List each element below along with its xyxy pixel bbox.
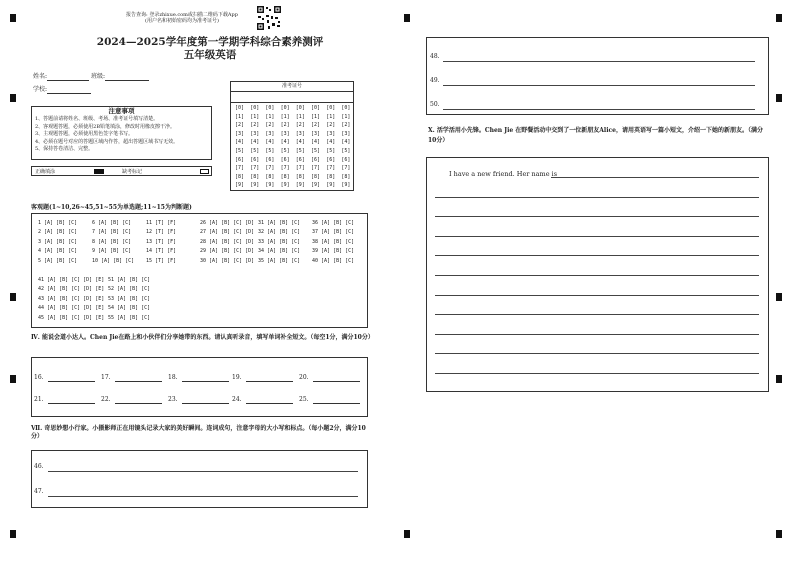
objective-block (38, 276, 104, 323)
exam-id-bubble[interactable]: [2] (326, 122, 336, 129)
composition-line[interactable] (435, 236, 759, 237)
exam-id-column (326, 104, 335, 190)
objective-question[interactable]: 5 [A] [B] [C] (38, 257, 78, 264)
composition-line[interactable] (435, 373, 759, 374)
objective-question[interactable]: 9 [A] [B] [C] (92, 248, 132, 255)
exam-id-write-row[interactable] (231, 92, 353, 103)
exam-id-bubble[interactable]: [7] (295, 165, 305, 172)
objective-question[interactable]: 1 [A] [B] [C] (38, 220, 78, 226)
blank-number: 25. (299, 396, 309, 403)
notice-item: 2、客观题答题，必须使用2B铅笔填涂，修改时用橡皮擦干净。 (35, 123, 176, 130)
section-10-box (426, 157, 769, 392)
exam-id-bubble[interactable]: [3] (295, 130, 305, 137)
composition-line[interactable] (435, 275, 759, 276)
exam-id-bubble[interactable]: [5] (235, 147, 245, 154)
objective-question[interactable]: 51 [A] [B] [C] (108, 277, 151, 283)
objective-question[interactable]: 34 [A] [B] [C] (258, 248, 301, 255)
objective-question[interactable]: 39 [A] [B] [C] (312, 248, 355, 255)
exam-id-column (250, 104, 259, 190)
exam-id-bubble[interactable]: [6] (235, 156, 245, 163)
objective-question[interactable]: 11 [T] [F] (146, 220, 177, 226)
exam-id-bubble[interactable]: [8] (250, 173, 260, 180)
exam-id-bubble[interactable]: [1] (295, 113, 305, 120)
position-mark (776, 375, 782, 383)
blank-answer-line[interactable] (182, 396, 229, 404)
objective-question[interactable]: 54 [A] [B] [C] (108, 305, 151, 312)
objective-question[interactable]: 45 [A] [B] [C] [D] [E] (38, 314, 105, 321)
position-mark (776, 94, 782, 102)
school-field[interactable] (47, 93, 91, 94)
blank-number: 21. (34, 396, 44, 403)
fill-sample-box (31, 166, 212, 176)
notice-list (32, 116, 211, 154)
exam-id-bubble[interactable]: [3] (235, 130, 245, 137)
exam-id-bubble[interactable]: [2] (280, 122, 290, 129)
objective-question[interactable]: 3 [A] [B] [C] (38, 238, 78, 245)
objective-question[interactable]: 2 [A] [B] [C] (38, 229, 78, 236)
exam-id-bubble[interactable]: [7] (265, 165, 275, 172)
blank-item (168, 374, 229, 382)
exam-id-bubble[interactable]: [9] (235, 182, 245, 189)
class-label: 班级: (90, 73, 105, 80)
blank-number: 23. (168, 396, 178, 403)
absent-mark-label: 缺考标记 (122, 169, 143, 175)
exam-id-bubble[interactable]: [7] (235, 165, 245, 172)
blank-item (34, 396, 95, 404)
filled-sample-icon (94, 169, 104, 174)
exam-subtitle: 五年级英语 (183, 49, 237, 61)
composition-line[interactable] (551, 177, 759, 178)
exam-id-bubble[interactable]: [0] (250, 105, 260, 111)
objective-question[interactable]: 13 [T] [F] (146, 238, 177, 245)
item-48-number: 48. (430, 53, 440, 60)
objective-block (108, 276, 150, 323)
exam-id-bubble[interactable]: [5] (295, 147, 305, 154)
objective-question[interactable]: 44 [A] [B] [C] [D] [E] (38, 305, 105, 312)
exam-id-bubble[interactable]: [6] (250, 156, 260, 163)
position-mark (10, 293, 16, 301)
section-4-title: Ⅳ. 能说会道小达人。Chen Jie在路上和小伙伴们分享她带的东西。请认真听录音，填写单词补全短文。（每空1分，满分10分） (31, 334, 374, 341)
exam-id-bubble[interactable]: [6] (265, 156, 275, 163)
exam-id-bubble[interactable]: [9] (326, 182, 336, 189)
exam-id-bubble[interactable]: [9] (295, 182, 305, 189)
item-49-answer-line[interactable] (443, 85, 755, 86)
objective-question[interactable]: 33 [A] [B] [C] (258, 238, 301, 245)
objective-question[interactable]: 36 [A] [B] [C] (312, 220, 355, 226)
item-46-answer-line[interactable] (48, 471, 358, 472)
exam-id-column (341, 104, 350, 190)
exam-id-bubble[interactable]: [2] (235, 122, 245, 129)
item-50-answer-line[interactable] (443, 109, 755, 110)
objective-question[interactable]: 4 [A] [B] [C] (38, 248, 78, 255)
name-label: 姓名: (33, 73, 48, 80)
objective-question[interactable]: 53 [A] [B] [C] (108, 295, 151, 302)
objective-block (38, 219, 77, 266)
exam-id-bubble[interactable]: [4] (311, 139, 321, 146)
blank-item (232, 374, 293, 382)
blank-number: 18. (168, 374, 178, 381)
composition-line[interactable] (435, 295, 759, 296)
objective-question[interactable]: 7 [A] [B] [C] (92, 229, 132, 236)
exam-id-column (311, 104, 320, 190)
exam-id-bubble[interactable]: [0] (341, 105, 351, 111)
blank-item (101, 396, 162, 404)
exam-id-bubbles (231, 103, 353, 191)
notice-title: 注意事项 (108, 107, 135, 115)
exam-id-bubble[interactable]: [6] (326, 156, 336, 163)
exam-id-bubble[interactable]: [5] (280, 147, 290, 154)
objective-question[interactable]: 6 [A] [B] [C] (92, 220, 132, 226)
objective-question[interactable]: 10 [A] [B] [C] (92, 257, 135, 264)
item-49-number: 49. (430, 77, 440, 84)
section-4-blanks (32, 358, 369, 418)
blank-number: 17. (101, 374, 111, 381)
objective-question[interactable]: 38 [A] [B] [C] (312, 238, 355, 245)
right-top-box (426, 37, 769, 115)
composition-line[interactable] (435, 216, 759, 217)
exam-id-bubble[interactable]: [6] (341, 156, 351, 163)
exam-id-bubble[interactable]: [5] (265, 147, 275, 154)
exam-id-bubble[interactable]: [7] (326, 165, 336, 172)
blank-answer-line[interactable] (246, 396, 293, 404)
position-mark (10, 94, 16, 102)
exam-id-bubble[interactable]: [2] (250, 122, 260, 129)
exam-id-bubble[interactable]: [7] (280, 165, 290, 172)
school-row (33, 86, 91, 94)
position-mark (404, 14, 410, 22)
position-mark (776, 530, 782, 538)
exam-id-bubble[interactable]: [9] (341, 182, 351, 189)
objective-block (146, 219, 176, 266)
exam-id-bubble[interactable]: [1] (250, 113, 260, 120)
promo-line-1: 报告查询: 登录zhixue.com或扫描二维码下载App (126, 12, 238, 18)
exam-id-bubble[interactable]: [8] (326, 173, 336, 180)
blank-answer-line[interactable] (115, 374, 162, 382)
exam-id-bubble[interactable]: [2] (265, 122, 275, 129)
exam-id-bubble[interactable]: [8] (295, 173, 305, 180)
section-7-title: Ⅶ. 奇思妙想小行家。小摄影师正在用镜头记录大家的美好瞬间。连词成句，注意字母的大小写和标点。（每小题2分，满分10分） (31, 425, 366, 440)
exam-id-bubble[interactable]: [5] (311, 147, 321, 154)
composition-starter: I have a new friend. Her name is (449, 170, 558, 178)
exam-id-title: 准考证号 (231, 82, 353, 92)
exam-id-bubble[interactable]: [6] (295, 156, 305, 163)
qr-code-icon (256, 5, 282, 31)
item-47-number: 47. (34, 488, 44, 495)
name-class-row (33, 73, 149, 81)
exam-id-bubble[interactable]: [4] (295, 139, 305, 146)
exam-id-bubble[interactable]: [9] (311, 182, 321, 189)
composition-line[interactable] (435, 255, 759, 256)
exam-id-bubble[interactable]: [5] (341, 147, 351, 154)
objective-box (31, 213, 368, 328)
exam-id-bubble[interactable]: [1] (341, 113, 351, 120)
blank-number: 24. (232, 396, 242, 403)
exam-id-bubble[interactable]: [2] (295, 122, 305, 129)
position-mark (404, 530, 410, 538)
exam-id-bubble[interactable]: [1] (265, 113, 275, 120)
blank-item (101, 374, 162, 382)
section-7-box (31, 450, 368, 508)
objective-block (92, 219, 134, 266)
exam-id-bubble[interactable]: [7] (341, 165, 351, 172)
exam-id-bubble[interactable]: [0] (265, 105, 275, 111)
exam-id-bubble[interactable]: [9] (280, 182, 290, 189)
blank-answer-line[interactable] (246, 374, 293, 382)
blank-answer-line[interactable] (313, 374, 360, 382)
exam-id-bubble[interactable]: [3] (326, 130, 336, 137)
exam-id-bubble[interactable]: [4] (250, 139, 260, 146)
exam-id-bubble[interactable]: [4] (280, 139, 290, 146)
exam-id-bubble[interactable]: [2] (311, 122, 321, 129)
exam-id-bubble[interactable]: [9] (250, 182, 260, 189)
position-mark (776, 14, 782, 22)
notice-item: 3、主观题答题，必须使用黑色签字笔书写。 (35, 131, 134, 138)
exam-id-bubble[interactable]: [4] (341, 139, 351, 146)
name-field[interactable] (47, 80, 89, 81)
objective-question[interactable]: 26 [A] [B] [C] [D] (200, 220, 255, 226)
exam-id-column (296, 104, 305, 190)
notice-item: 1、答题前请将姓名、班级、考场、准考证号填写清楚。 (35, 116, 159, 122)
objective-question[interactable]: 31 [A] [B] [C] (258, 220, 301, 226)
blank-answer-line[interactable] (48, 396, 95, 404)
exam-id-bubble[interactable]: [4] (265, 139, 275, 146)
composition-line[interactable] (435, 334, 759, 335)
exam-id-bubble[interactable]: [0] (280, 105, 290, 111)
exam-id-bubble[interactable]: [8] (341, 173, 351, 180)
blank-number: 20. (299, 374, 309, 381)
exam-id-bubble[interactable]: [0] (326, 105, 336, 111)
section-10-title: Ⅹ. 活学活用小先锋。Chen Jie 在野餐活动中交到了一位新朋友Alice，请用英语写一篇小短文，介绍一下她的新朋友。（满分10分） (428, 127, 763, 144)
exam-id-bubble[interactable]: [3] (311, 130, 321, 137)
school-label: 学校: (33, 86, 48, 93)
blank-item (168, 396, 229, 404)
blank-item (299, 396, 360, 404)
exam-id-bubble[interactable]: [3] (265, 130, 275, 137)
objective-question[interactable]: 27 [A] [B] [C] [D] (200, 229, 255, 236)
objective-question[interactable]: 28 [A] [B] [C] [D] (200, 238, 255, 245)
exam-title: 2024—2025学年度第一学期学科综合素养测评 (96, 36, 324, 48)
class-field[interactable] (105, 80, 149, 81)
exam-id-bubble[interactable]: [7] (311, 165, 321, 172)
blank-answer-line[interactable] (182, 374, 229, 382)
objective-question[interactable]: 55 [A] [B] [C] (108, 314, 151, 321)
exam-id-box (230, 81, 354, 191)
exam-id-bubble[interactable]: [1] (326, 113, 336, 120)
exam-id-bubble[interactable]: [0] (311, 105, 321, 111)
exam-id-bubble[interactable]: [6] (311, 156, 321, 163)
objective-question[interactable]: 37 [A] [B] [C] (312, 229, 355, 236)
objective-question[interactable]: 41 [A] [B] [C] [D] [E] (38, 277, 105, 283)
item-48-answer-line[interactable] (443, 61, 755, 62)
exam-id-bubble[interactable]: [6] (280, 156, 290, 163)
objective-question[interactable]: 8 [A] [B] [C] (92, 238, 132, 245)
exam-id-column (265, 104, 274, 190)
objective-question[interactable]: 30 [A] [B] [C] [D] (200, 257, 255, 264)
exam-id-bubble[interactable]: [0] (235, 105, 245, 111)
section-4-box (31, 357, 368, 417)
promo-line-2: (用户名和初始密码均为准考证号) (145, 18, 219, 24)
exam-id-bubble[interactable]: [8] (265, 173, 275, 180)
objective-question[interactable]: 43 [A] [B] [C] [D] [E] (38, 295, 105, 302)
position-mark (10, 530, 16, 538)
blank-item (34, 374, 95, 382)
exam-id-bubble[interactable]: [4] (326, 139, 336, 146)
exam-id-bubble[interactable]: [0] (295, 105, 305, 111)
blank-number: 19. (232, 374, 242, 381)
blank-number: 22. (101, 396, 111, 403)
objective-question[interactable]: 52 [A] [B] [C] (108, 286, 151, 293)
exam-id-bubble[interactable]: [3] (250, 130, 260, 137)
exam-id-bubble[interactable]: [8] (280, 173, 290, 180)
objective-group-2 (38, 276, 368, 326)
position-mark (10, 375, 16, 383)
exam-id-bubble[interactable]: [4] (235, 139, 245, 146)
objective-question[interactable]: 14 [T] [F] (146, 248, 177, 255)
item-47-answer-line[interactable] (48, 496, 358, 497)
exam-id-bubble[interactable]: [2] (341, 122, 351, 129)
position-mark (10, 14, 16, 22)
exam-id-bubble[interactable]: [5] (250, 147, 260, 154)
exam-id-bubble[interactable]: [3] (280, 130, 290, 137)
exam-id-bubble[interactable]: [5] (326, 147, 336, 154)
absent-checkbox[interactable] (200, 169, 209, 174)
objective-block (200, 219, 254, 266)
objective-group-1 (38, 219, 368, 269)
objective-question[interactable]: 15 [T] [F] (146, 257, 177, 264)
objective-question[interactable]: 32 [A] [B] [C] (258, 229, 301, 236)
composition-line[interactable] (435, 353, 759, 354)
blank-answer-line[interactable] (48, 374, 95, 382)
notice-item: 5、保持答卷清洁、完整。 (35, 146, 94, 153)
blank-answer-line[interactable] (115, 396, 162, 404)
exam-id-bubble[interactable]: [7] (250, 165, 260, 172)
objective-block (312, 219, 354, 266)
exam-id-bubble[interactable]: [8] (235, 173, 245, 180)
objective-question[interactable]: 40 [A] [B] [C] (312, 257, 355, 264)
item-50-number: 50. (430, 101, 440, 108)
objective-question[interactable]: 35 [A] [B] [C] (258, 257, 301, 264)
exam-id-bubble[interactable]: [3] (341, 130, 351, 137)
blank-item (299, 374, 360, 382)
notice-item: 4、必须在题号对应的答题区域内作答，超出答题区域书写无效。 (35, 138, 179, 145)
notice-box (31, 106, 212, 160)
objective-block (258, 219, 300, 266)
promo-text (112, 12, 252, 24)
exam-id-column (281, 104, 290, 190)
normal-fill-label: 正确填涂 (35, 169, 56, 175)
exam-id-bubble[interactable]: [8] (311, 173, 321, 180)
objective-question[interactable]: 29 [A] [B] [C] [D] (200, 248, 255, 255)
exam-id-column (235, 104, 244, 190)
exam-id-bubble[interactable]: [1] (235, 113, 245, 120)
blank-number: 16. (34, 374, 44, 381)
objective-title: 客观题(1~10,26~45,51~55为单选题;11~15为判断题) (31, 204, 192, 211)
exam-id-bubble[interactable]: [1] (280, 113, 290, 120)
blank-item (232, 396, 293, 404)
composition-lines[interactable] (427, 158, 770, 393)
composition-line[interactable] (435, 197, 759, 198)
objective-question[interactable]: 42 [A] [B] [C] [D] [E] (38, 286, 105, 293)
blank-answer-line[interactable] (313, 396, 360, 404)
composition-line[interactable] (435, 314, 759, 315)
position-mark (776, 293, 782, 301)
exam-id-bubble[interactable]: [9] (265, 182, 275, 189)
item-46-number: 46. (34, 463, 44, 470)
exam-id-bubble[interactable]: [1] (311, 113, 321, 120)
objective-question[interactable]: 12 [T] [F] (146, 229, 177, 236)
